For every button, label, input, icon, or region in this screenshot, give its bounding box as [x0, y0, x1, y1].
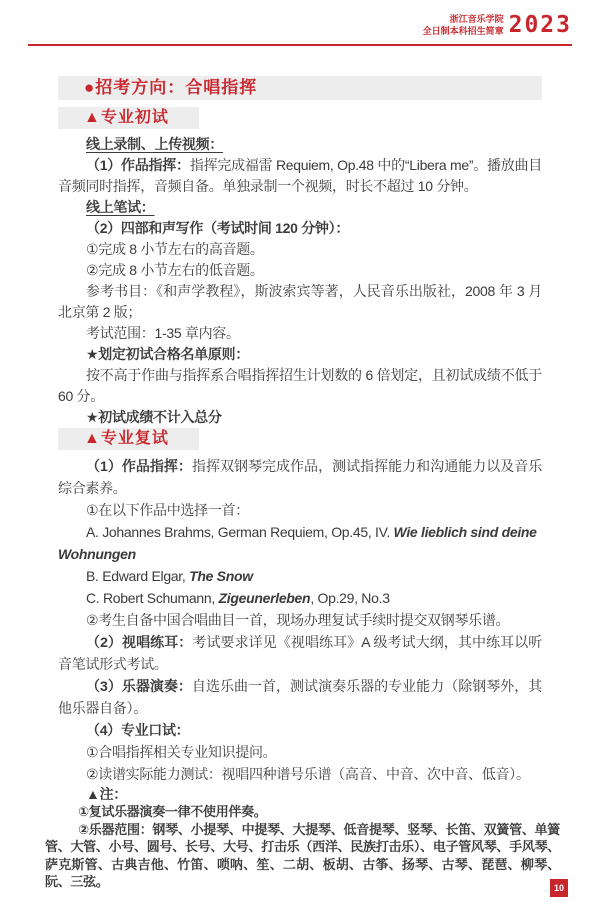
page-title	[58, 76, 542, 100]
choose-prompt	[58, 499, 542, 521]
note-text: ①复试乐器演奏一律不使用伴奏。	[78, 804, 267, 819]
underlined-header-text: 线上笔试：	[86, 199, 155, 215]
star-rule-header	[58, 344, 542, 365]
list-item-text: ①完成 8 小节左右的高音题。	[86, 241, 264, 257]
paragraph-instrument-performance	[58, 675, 542, 719]
work-title: Wie lieblich sind deine Wohnungen	[58, 524, 537, 562]
paragraph-label: （2）四部和声写作（考试时间 120 分钟）：	[86, 220, 350, 236]
header-institution: 浙江音乐学院	[449, 14, 504, 24]
paragraph-oral-exam	[58, 719, 542, 741]
paragraph-label: （1）作品指挥：	[86, 458, 192, 474]
star-score-note	[58, 407, 542, 428]
oral-question-1	[58, 741, 542, 763]
star-rule-label: ★划定初试合格名单原则：	[86, 346, 249, 362]
note-item-1	[45, 803, 560, 821]
underlined-header-text: 线上录制、上传视频：	[86, 136, 223, 152]
paragraph-text: 考试范围：1-35 章内容。	[86, 325, 240, 341]
star-score-text: ★初试成绩不计入总分	[86, 409, 222, 425]
work-prefix: B. Edward Elgar,	[86, 568, 190, 584]
page-content	[45, 76, 560, 891]
page-number-badge: 10	[550, 879, 568, 897]
work-title: The Snow	[189, 568, 253, 584]
paragraph-text: 指挥双钢琴完成作品，测试指挥能力和沟通能力以及音乐综合素养。	[58, 458, 543, 496]
bullet-icon: ●	[84, 78, 96, 97]
list-item-text: ②完成 8 小节左右的低音题。	[86, 262, 264, 278]
paragraph-text: 指挥完成福雷 Requiem, Op.48 中的“Libera me”。播放曲目音频同时指挥，音频自备。单独录制一个视频，时长不超过 10 分钟。	[58, 157, 542, 194]
oral-question-2	[58, 763, 542, 785]
list-item-treble	[58, 239, 542, 260]
section-bar-row-second	[58, 428, 542, 450]
section-bar-row-first	[58, 107, 542, 129]
header-rule	[28, 44, 572, 46]
notes-block	[45, 803, 560, 891]
section-header-first-round	[58, 107, 199, 129]
paragraph-star-rule-text	[58, 365, 542, 407]
triangle-icon: ▲	[84, 430, 101, 447]
section-label-second-round: 专业复试	[100, 430, 169, 447]
own-piece-item	[58, 609, 542, 631]
note-item-2	[45, 821, 560, 891]
paragraph-harmony-writing	[58, 218, 542, 239]
paragraph-reference-book	[58, 281, 542, 323]
paragraph-text: 考试要求详见《视唱练耳》A 级考试大纲，其中练耳以听音笔试形式考试。	[58, 634, 542, 672]
notes-header	[58, 785, 542, 803]
work-title: Zigeunerleben	[218, 590, 311, 606]
brochure-header	[423, 12, 572, 38]
work-item-c	[58, 587, 542, 609]
paragraph-text: ②读谱实际能力测试：视唱四种谱号乐谱（高音、中音、次中音、低音）。	[86, 766, 530, 782]
work-item-a	[58, 521, 542, 565]
paragraph-label: （1）作品指挥：	[86, 157, 190, 173]
paragraph-work-conducting-second	[58, 455, 542, 499]
work-prefix: C. Robert Schumann,	[86, 590, 219, 606]
paragraph-text: ②考生自备中国合唱曲目一首，现场办理复试手续时提交双钢琴乐谱。	[86, 612, 510, 628]
paragraph-text: 按不高于作曲与指挥系合唱指挥招生计划数的 6 倍划定，且初试成绩不低于 60 分。	[58, 367, 542, 404]
work-prefix: A. Johannes Brahms, German Requiem, Op.45, IV.	[86, 524, 394, 540]
note-text: ②乐器范围：钢琴、小提琴、中提琴、大提琴、低音提琴、竖琴、长笛、双簧管、单簧管、大管、小号、圆号、长号、大号、打击乐（西洋、民族打击乐）、电子管风琴、手风琴、萨克斯管、古典吉他、竹笛、唢呐、笙、二胡、板胡、古筝、扬琴、古琴、琵琶、柳琴、阮、三弦。	[45, 821, 560, 889]
paragraph-text: ①在以下作品中选择一首：	[86, 502, 249, 518]
paragraph-label: （3）乐器演奏：	[86, 678, 192, 694]
header-brochure-title: 全日制本科招生简章	[422, 26, 504, 36]
paragraph-text: 参考书目：《和声学教程》，斯波索宾等著，人民音乐出版社，2008 年 3 月北京第 2 版；	[58, 283, 542, 320]
paragraph-text: ①合唱指挥相关专业知识提问。	[86, 744, 277, 760]
paragraph-text: 自选乐曲一首，测试演奏乐器的专业能力（除钢琴外，其他乐器自备）。	[58, 678, 543, 716]
paragraph-label: （4）专业口试：	[86, 722, 190, 738]
header-org-lines	[423, 13, 504, 37]
page-title-text: 招考方向：合唱指挥	[95, 78, 258, 97]
paragraph-exam-scope	[58, 323, 542, 344]
triangle-icon: ▲	[84, 109, 101, 126]
online-written-header	[58, 197, 542, 218]
section-header-second-round	[58, 428, 199, 450]
online-video-header	[58, 134, 542, 155]
paragraph-work-conducting-first	[58, 155, 542, 197]
paragraph-label: （2）视唱练耳：	[86, 634, 193, 650]
header-year: 2023	[508, 12, 572, 38]
notes-header-text: ▲注：	[86, 786, 127, 802]
section-label-first-round: 专业初试	[100, 109, 169, 126]
work-item-b	[58, 565, 542, 587]
list-item-bass	[58, 260, 542, 281]
paragraph-sight-singing	[58, 631, 542, 675]
work-suffix: , Op.29, No.3	[310, 590, 390, 606]
